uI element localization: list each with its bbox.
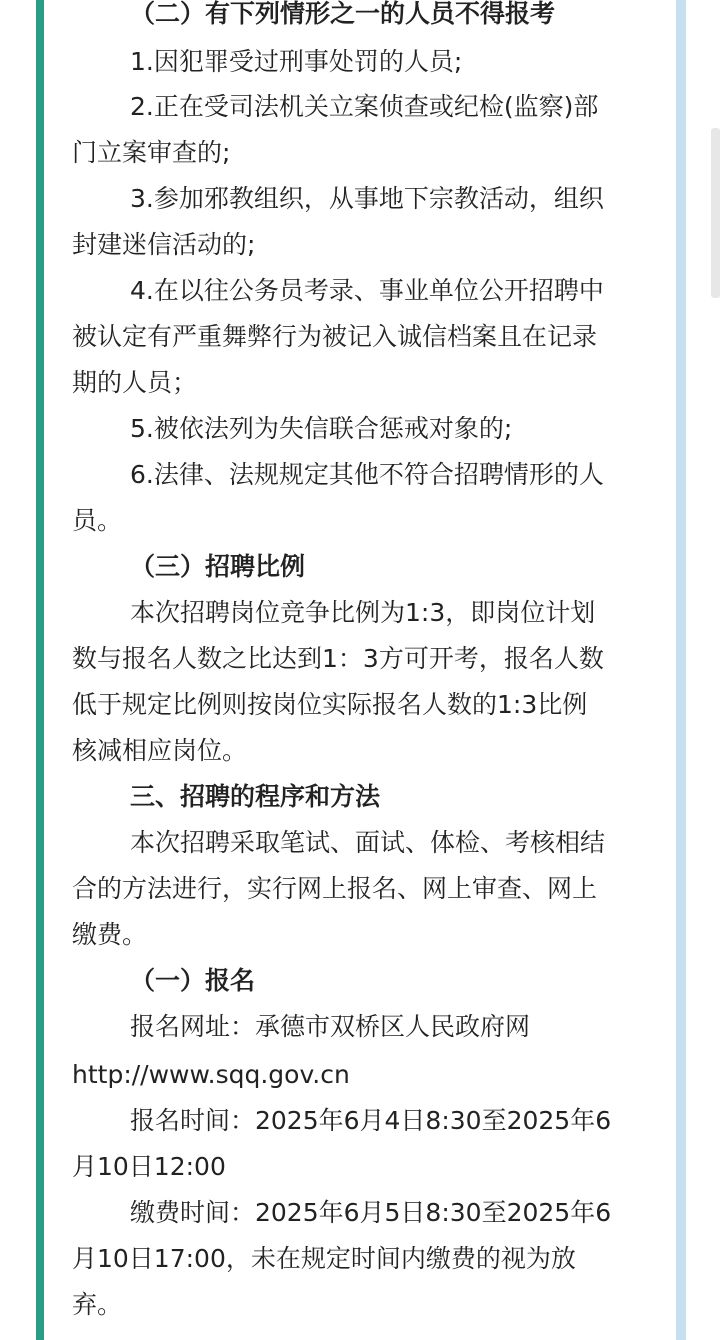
paragraph-line: 3.参加邪教组织，从事地下宗教活动，组织 (130, 184, 604, 213)
paragraph-line: 员。 (72, 506, 123, 535)
paragraph-line: 核减相应岗位。 (72, 736, 248, 765)
section-heading: （三）招聘比例 (130, 552, 306, 581)
scrollbar-thumb[interactable] (711, 128, 720, 298)
paragraph-line: 低于规定比例则按岗位实际报名人数的1:3比例 (72, 690, 588, 719)
paragraph-line: 6.法律、法规规定其他不符合招聘情形的人 (130, 460, 604, 489)
section-heading: （二）有下列情形之一的人员不得报考 (130, 0, 556, 28)
paragraph-line: 1.因犯罪受过刑事处罚的人员; (130, 47, 463, 76)
right-accent-bar (676, 0, 686, 1340)
paragraph-line: 月10日17:00，未在规定时间内缴费的视为放 (72, 1244, 576, 1273)
paragraph-line: 2.正在受司法机关立案侦查或纪检(监察)部 (130, 92, 599, 121)
paragraph-line: 被认定有严重舞弊行为被记入诚信档案且在记录 (72, 322, 598, 351)
paragraph-line: 报名网址：承德市双桥区人民政府网 (130, 1012, 531, 1041)
registration-url-link[interactable]: http://www.sqq.gov.cn (72, 1060, 350, 1089)
paragraph-line: 缴费时间：2025年6月5日8:30至2025年6 (130, 1198, 612, 1227)
paragraph-line: 本次招聘采取笔试、面试、体检、考核相结 (130, 828, 606, 857)
section-heading: （一）报名 (130, 966, 256, 995)
paragraph-line: 月10日12:00 (72, 1152, 226, 1181)
paragraph-line: 封建迷信活动的; (72, 230, 256, 259)
paragraph-line: 缴费。 (72, 920, 148, 949)
paragraph-line: 本次招聘岗位竞争比例为1:3，即岗位计划 (130, 598, 596, 627)
paragraph-line: 期的人员； (72, 368, 198, 397)
paragraph-line: 合的方法进行，实行网上报名、网上审查、网上 (72, 874, 598, 903)
paragraph-line: 数与报名人数之比达到1：3方可开考，报名人数 (72, 644, 604, 673)
paragraph-line: 报名时间：2025年6月4日8:30至2025年6 (130, 1106, 612, 1135)
left-accent-bar (36, 0, 44, 1340)
section-heading: 三、招聘的程序和方法 (130, 782, 381, 811)
paragraph-line: 门立案审查的; (72, 138, 231, 167)
paragraph-line: 弃。 (72, 1290, 123, 1319)
paragraph-line: 4.在以往公务员考录、事业单位公开招聘中 (130, 276, 604, 305)
paragraph-line: 5.被依法列为失信联合惩戒对象的; (130, 414, 513, 443)
